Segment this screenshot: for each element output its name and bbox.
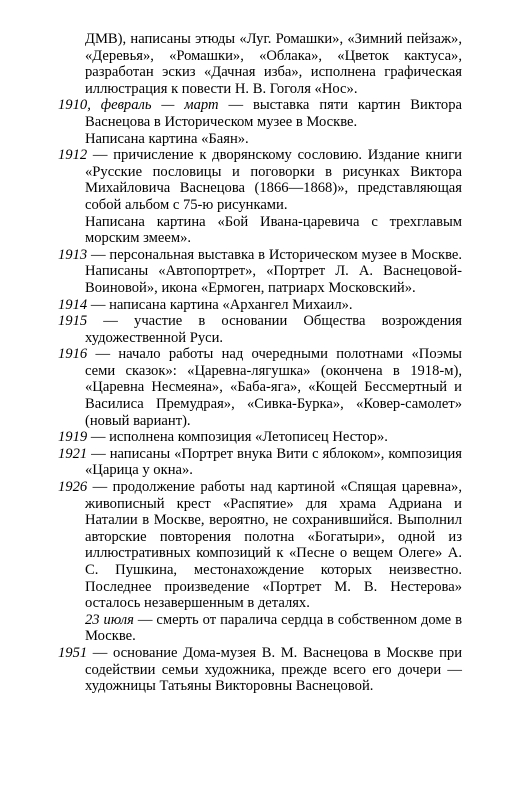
entry-text: — основание Дома-музея В. М. Васнецова в Москве при содействии семьи художника, прежде всего его дочери — художницы Татьяны Викторовны Васнецовой.: [85, 644, 462, 695]
entry-date: 1913: [58, 246, 88, 263]
chronology-entry-1926: [58, 479, 462, 612]
chronology-entry-1951: [58, 645, 462, 695]
entry-text: — продолжение работы над картиной «Спящая царевна», живописный крест «Распятие» для храма Адриана и Наталии в Москве, вероятно, не сохранившийся. Выполнил авторские повторения полотна «Богатыри», одной из иллюстративных композиций к «Песне о вещем Олеге» А. С. Пушкина, местонахождение которых неизвестно. Последнее произведение «Портрет М. В. Нестерова» осталось незавершенным в деталях.: [85, 479, 462, 612]
entry-date: 1921: [58, 445, 88, 462]
entry-date: 1915: [58, 313, 88, 330]
chronology-entry-1915: [58, 313, 462, 346]
chronology-entry-1912-extra: Написана картина «Бой Ивана-царевича с трехглавым морским змеем».: [85, 213, 462, 247]
entry-text: — исполнена композиция «Летописец Нестор».: [87, 429, 388, 446]
entry-text: — написана картина «Архангел Михаил».: [87, 296, 353, 313]
entry-date: 1910, февраль — март: [58, 97, 219, 114]
chronology-text: [58, 31, 462, 695]
entry-text: — персональная выставка в Историческом музее в Москве. Написаны «Автопортрет», «Портрет Л. А. Васнецовой-Воиновой», икона «Ермоген, патриарх Московский».: [85, 246, 462, 296]
entry-date: 1951: [58, 644, 88, 661]
entry-text: — выставка пяти картин Виктора Васнецова в Историческом музее в Москве.: [85, 97, 462, 130]
chronology-entry-1912: [58, 147, 462, 213]
entry-text: — причисление к дворянскому сословию. Издание книги «Русские пословицы и поговорки в рисунках Виктора Михайловича Васнецова (1866—1868)», представляющая собой альбом с 75-ю рисунками.: [85, 147, 462, 213]
entry-text: — написаны «Портрет внука Вити с яблоком», композиция «Царица у окна».: [85, 445, 462, 479]
chronology-entry-1910-extra: Написана картина «Баян».: [85, 130, 249, 147]
chronology-entry-1914: [58, 297, 462, 314]
entry-date: 1914: [58, 296, 88, 313]
chronology-continuation: ДМВ), написаны этюды «Луг. Ромашки», «Зимний пейзаж», «Деревья», «Ромашки», «Облака», «Цветок кактуса», разработан эскиз «Дачная изба», исполнена графическая иллюстрация к повести Н. В. Гоголя «Нос».: [85, 31, 462, 97]
chronology-entry-1910: [58, 97, 462, 130]
entry-text: — смерть от паралича сердца в собственном доме в Москве.: [85, 611, 462, 645]
entry-date: 1919: [58, 429, 88, 446]
entry-date: 1912: [58, 147, 88, 164]
entry-date: 1926: [58, 479, 88, 496]
chronology-entry-1916: [58, 346, 462, 429]
entry-text: — участие в основании Общества возрождения художественной Руси.: [85, 313, 462, 346]
chronology-entry-1919: [58, 429, 462, 446]
chronology-entry-1926-extra: [58, 612, 462, 645]
chronology-entry-1921: [58, 446, 462, 479]
entry-text: — начало работы над очередными полотнами «Поэмы семи сказок»: «Царевна-лягушка» (окончена в 1918-м), «Царевна Несмеяна», «Баба-яга», «Кощей Бессмертный и Василиса Премудрая», «Сивка-Бурка», «Ковер-самолет» (новый вариант).: [85, 346, 462, 429]
entry-date: 23 июля: [85, 611, 134, 628]
chronology-entry-1913: [58, 247, 462, 297]
entry-date: 1916: [58, 346, 88, 363]
